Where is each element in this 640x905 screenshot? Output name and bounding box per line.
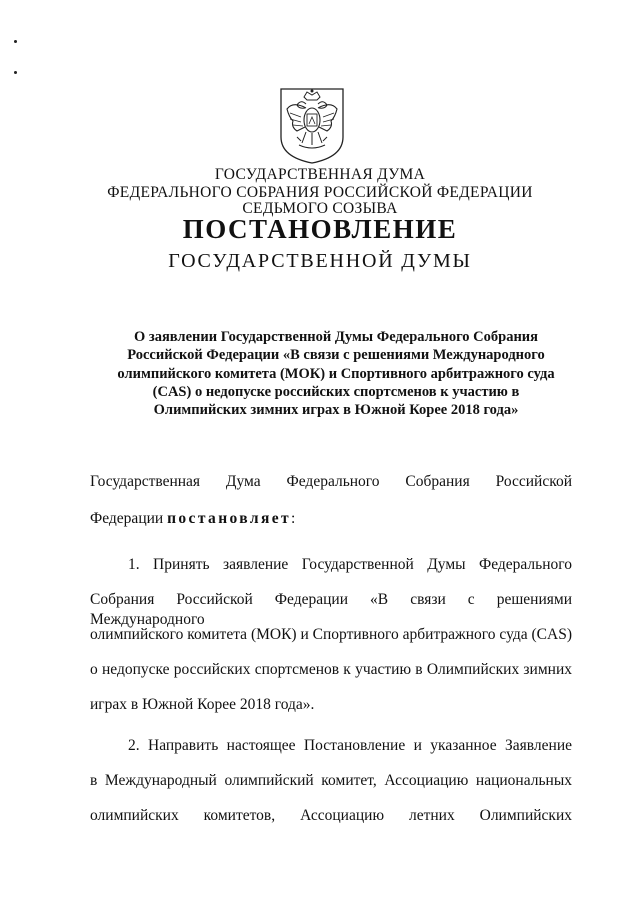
document-type-subtitle: ГОСУДАРСТВЕННОЙ ДУМЫ [168, 250, 472, 272]
convocation-line: СЕДЬМОГО СОЗЫВА [242, 200, 398, 217]
margin-dot-top [14, 40, 17, 43]
paragraph-1-line-2: Собрания Российской Федерации «В связи с решениями Международного [90, 591, 572, 628]
intro-prefix: Федерации [90, 510, 164, 527]
document-heading: О заявлении Государственной Думы Федерального Собрания Российской Федерации «В связи с решениями Международного олимпийского комитета (МОК) и Спортивного арбитражного суда (CAS) о недопуске российских спортсменов к участию в Олимпийских зимних играх в Южной Корее 2018 года» [117, 329, 555, 419]
resolution-keyword: постановляет [167, 510, 292, 527]
paragraph-2-line-3: олимпийских комитетов, Ассоциацию летних Олимпийских [90, 807, 572, 824]
coat-of-arms-emblem [279, 87, 345, 165]
paragraph-1-line-4: о недопуске российских спортсменов к участию в Олимпийских зимних [90, 661, 572, 678]
paragraph-1-line-5: играх в Южной Корее 2018 года». [90, 696, 315, 713]
paragraph-2-line-2: в Международный олимпийский комитет, Ассоциацию национальных [90, 772, 572, 789]
intro-suffix: : [291, 510, 296, 527]
intro-line-1: Государственная Дума Федерального Собрания Российской [90, 473, 572, 490]
org-name-line-1: ГОСУДАРСТВЕННАЯ ДУМА [214, 166, 426, 183]
paragraph-1-line-3: олимпийского комитета (МОК) и Спортивного арбитражного суда (CAS) [90, 626, 572, 643]
intro-line-2 [90, 509, 572, 529]
paragraph-2-line-1: 2. Направить настоящее Постановление и указанное Заявление [128, 737, 572, 754]
document-type-title: ПОСТАНОВЛЕНИЕ [182, 214, 458, 244]
paragraph-1-line-1: 1. Принять заявление Государственной Думы Федерального [128, 556, 572, 573]
margin-dot-bottom [14, 71, 17, 74]
org-name-line-2: ФЕДЕРАЛЬНОГО СОБРАНИЯ РОССИЙСКОЙ ФЕДЕРАЦИИ [107, 184, 533, 201]
